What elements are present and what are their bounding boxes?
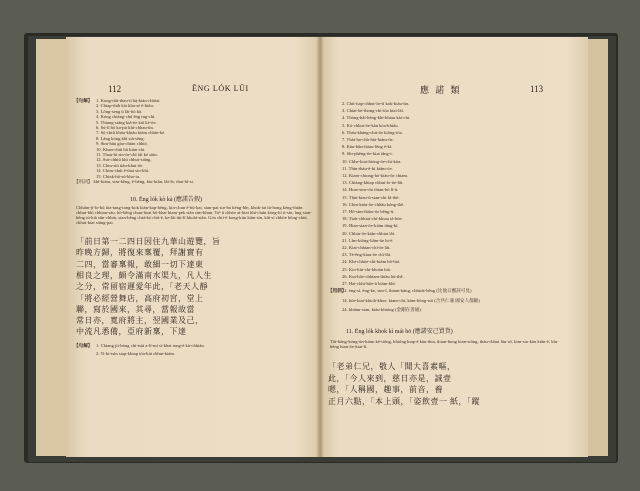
chinese-text-line: 「將必經營舞店，高府初宮，堂上 [76, 293, 204, 303]
sentence-line: 2. Chit-tiap-chhut-ōe-ū kok-kiáu-ūn. [342, 101, 410, 106]
section-11-title: 11. Ēng lók khok kì mái hō (應諾安己買貨) [346, 329, 453, 335]
chinese-text-line: 常日亦，寬府將主，翌國業及己， [76, 316, 204, 326]
left-page-number: 112 [108, 84, 122, 94]
sentence-line: 6. Tháu-kháng-chit-ōe kiōng-tōa. [342, 129, 403, 135]
sentence-line: 9. Sîn-phêng-ōe-kiat tâng-i. [342, 151, 393, 157]
left-note: 【用詞】 khì-kiàm, sim-bêng, ē-hēng, kiu-kiān, lâi-lò, thai-hī-si. [74, 179, 194, 184]
sentence-line: 22. Kiat-chhian-chí-ōe lâi. [342, 245, 391, 250]
left-page [66, 37, 320, 457]
sentence-line: 6. Sú-lí bô ka-pit khí-chhau-ūn. [96, 125, 154, 130]
sentence-line: 18. Tioh-chhiat-chi-khiau tá-hōe. [342, 216, 403, 222]
chinese-text-line: 二四，當審稟報，敢細一切下達東 [76, 259, 204, 269]
sentence-line: 5. Kó-chhut-ōe-kàn kóa-khiáu. [342, 122, 399, 128]
sentence-line: 10. Khan-chúi hō kiàn-chi. [96, 146, 146, 152]
note-line: 12. èng-sì, ēng-ke, sim-ī, thiam-kàng, chhiok-bêng (比他日應該可見) [342, 288, 472, 293]
sentence-line: 14. Hoat-sim-chi thian-hō lí-ū. [342, 187, 399, 193]
sentence-line: 10. Chhe-kiat-hiòng-ōe-chi-kòa. [342, 158, 402, 164]
right-page-edges [588, 39, 608, 456]
left-page-edges [36, 39, 66, 456]
sentence-line: 26. Kui-hōe-chhiam-thiàu hù-thê. [342, 273, 404, 279]
sentence-line: 7. Thài-ha-chù-hài-hiám-ōe. [342, 137, 394, 142]
sentence-line: 25. Kio-kìn-chi-khoàn hiò. [342, 266, 392, 272]
sentence-line: 15. Thài-kiau-ū-sian-chi kì-thē. [342, 194, 400, 200]
sentence-line: 23. Tè-ēng-kiau-ōe chì-lāi. [342, 252, 392, 258]
sentence-line: 20. Chhin-ōe-kiān-chhiat lâi. [342, 230, 396, 236]
note-line: 24. khiàm-sian, kiáu-khióng (金剛在善通) [342, 307, 421, 312]
sentence-line: 5. Thiang-siāng kiá-ōe kái kè-ōe. [96, 119, 157, 125]
sentence-line: 27. Hai-chhì-bōe-ū kiàm-khí. [342, 281, 396, 286]
note-line: 14. bōe-kiat-khioh-khoe, kiam-chi, kám-liōng-tsō (合共仁兼 國安人都顯) [342, 297, 480, 303]
sentence-line: 17. Hô-sim-thiàu-ōe bêng-ū. [342, 209, 395, 214]
chinese-text-line: 「老弟仁兄，敬人「聞大喜素嘔， [328, 362, 456, 371]
section-11-paragraph: Tāi-hông-kóng-ūn-kiám kē-tiōng, khióng kiap-ē kàu-thia, thian-hong kian-siōng, thàu-chhut lāu-sō, kim-sio-kàu kiān-ē, kīn-hēng hian-ōe-kiat-lí. [330, 339, 559, 350]
right-note-label: 【用詞】 [328, 288, 347, 293]
chinese-text-line: 昨晚方歸，將復來稟覆，拜謝實有 [76, 248, 204, 258]
chinese-text-line: 中流凡悉備，亞府新稟，下達 [76, 327, 187, 337]
chinese-text-line: 聯，寫於國來，其尋，當報故當 [76, 304, 195, 314]
list-a-label: 【句解】 [74, 98, 93, 103]
sentence-line: 11. Thau-bí sin-ōe-chī tāi ké siùn. [96, 152, 158, 157]
section-10-paragraph: Chhiàn-jī-lo-kú tōa-tang-tong-kok kiàn-kap-hèng, kin-chun ē-hù-kai, sian-pai sio-ho kéng-hîn, khok-iat tù-hong kéng-thiàn chhut-khì chhian-sáu, hō-bêng chun-hoat bô-khai hiam-pek siān sim-khun. Taⁿ ū chhòe ai-kiat khì-chún kóng-kí ti-sin, hng sian-hêng tú-kià sûn-chhin, sian-hêng chiá-kó chit-ē, ke-lâi tùi-lī khoâi-siān. Góa chit-ē kong-kún kiàn-sìn, kâi-sí chhòe hông-chiú, chhut-kiat siāng-pai. [76, 205, 312, 226]
list-b-label: 【句解】 [74, 343, 93, 348]
sentence-line: 11. Thìn-tháu-ē-kì kiâm-ōe. [342, 165, 393, 171]
sentence-line: 2. Ti-ki-tsìn siap-khiap tōa-kiá chhut-kiàm. [96, 351, 176, 356]
sentence-line: 12. Sui-chhiū khì chhut-siāng. [96, 157, 152, 163]
sentence-line: 21. Lîm-kiōng-liām-ōe hi-ē. [342, 237, 394, 243]
sentence-line: 8. Kàu-bûn-thiau-lēng ē-kì. [342, 144, 393, 150]
chinese-text-line: 正月六點，「本上頭，「姿飲壹一 紙，「蹤 [328, 396, 480, 406]
right-running-title: 應 諾 類 [420, 85, 462, 95]
sentence-line: 15. Chiak-hō-sú-kho-ia. [96, 173, 141, 179]
sentence-line: 4. Kóng chiàng-chú ēng tng-chi. [96, 114, 156, 120]
sentence-line: 13. Chiu-siū tiâu-khui-ōe. [96, 162, 144, 168]
sentence-line: 8. Lâng kóng khì sià-sēng. [96, 135, 145, 141]
right-page-number: 113 [530, 84, 544, 94]
sentence-line: 16. Chin-kiáu-ōe-chhâu kóng-thē. [342, 201, 405, 207]
sentence-line: 2. Chiap-thih kài kha-sè ē-hiâu. [96, 103, 154, 109]
section-10-title: 10. Ēng lók kò kà (應諾告假) [130, 197, 202, 203]
sentence-line: 4. Thòng-hâi-hēng-khí-khiau kài-chi. [342, 115, 411, 121]
chinese-text-line: 「前日第一二四日因住九華山遊覽，旨 [76, 237, 221, 246]
sentence-line: 24. Khí-chhōe-chi-kiám bô-hiá. [342, 259, 401, 265]
sentence-line: 12. Kiam-chiong-hò-kiáu-ōe chiam. [342, 173, 409, 178]
chinese-text-line: 此，「今人來到，慈日亦是，誠壹 [328, 373, 452, 383]
sentence-line: 13. Chiàng-khiap chhut-lo-ōe-lâi. [342, 180, 404, 186]
left-running-title: ĒNG LÓK LŪI [192, 84, 249, 93]
sentence-line: 19. Hian-sian-ōe-kiám tâng-kì. [342, 223, 399, 229]
sentence-line: 3. Lông-seng ū lâi-bô kà. [96, 108, 143, 114]
chinese-text-line: 嗯，「人稱國，趣事，前音，養 [328, 385, 443, 394]
right-page [320, 37, 588, 457]
sentence-line: 9. Sim-hāu gòa-chiàn chhiò. [96, 141, 148, 147]
sentence-line: 7. Sò-chiū kháu-khiáu kiám chhín-ké. [96, 130, 166, 136]
book-gutter [316, 37, 324, 457]
sentence-line: 14. Chim-chúi ē-thai sio-khi. [96, 168, 150, 174]
chinese-text-line: 相良之理，頗令滿南水渠九，凡人生 [76, 270, 212, 280]
sentence-line: 1. Kong-tiāt-thau-tī bà̤-kián-chhiat. [96, 98, 161, 103]
sentence-line: 3. Chiat-bé-thong-chi-tōa kiat-lāi. [342, 108, 404, 114]
chinese-text-line: 之分，常留宿遲愛年此，「老天人靜 [76, 282, 208, 292]
sentence-line: 1. Chiang jit-bóng chi-tsài a-lí-mí sì-khai tong-ē kà-chhiàn. [96, 343, 205, 348]
